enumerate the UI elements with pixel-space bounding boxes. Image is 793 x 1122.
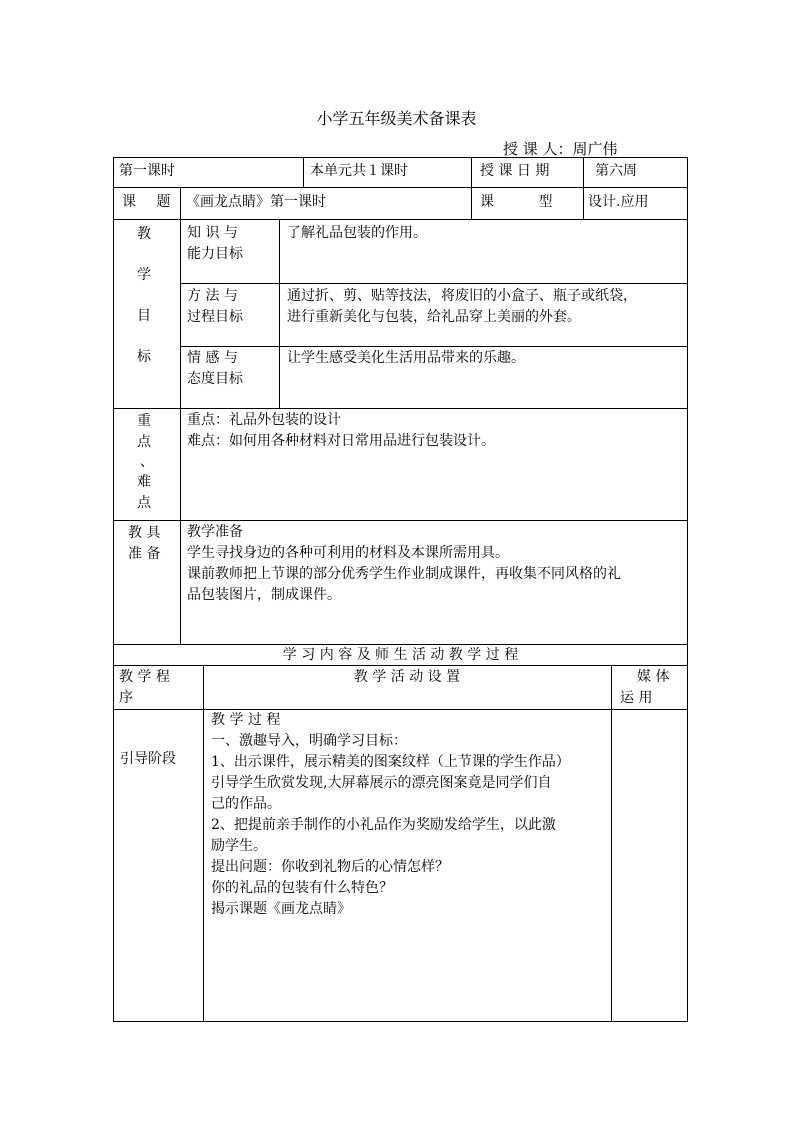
knowledge-goal-label: 能力目标 bbox=[187, 246, 243, 262]
method-goal-label: 过程目标 bbox=[187, 309, 243, 325]
focus-label-char: 点 bbox=[137, 495, 151, 511]
teacher-name: 授 课 人：周广伟 bbox=[503, 140, 618, 158]
col-border bbox=[279, 219, 280, 408]
goals-label-char: 学 bbox=[137, 267, 151, 283]
process-col-media: 媒 体 bbox=[637, 669, 670, 685]
process-line: 引导学生欣赏发现,大屏幕展示的漂亮图案竟是同学们自 bbox=[211, 775, 552, 791]
process-line: 己的作品。 bbox=[211, 796, 281, 812]
process-line: 一、激趣导入，明确学习目标： bbox=[211, 733, 407, 749]
process-line: 教 学 过 程 bbox=[211, 712, 281, 728]
preparation-label: 准 备 bbox=[128, 546, 161, 562]
goals-label-char: 目 bbox=[137, 308, 151, 324]
row-border bbox=[180, 346, 688, 347]
method-goal-text: 通过折、剪、贴等技法，将废旧的小盒子、瓶子或纸袋， bbox=[287, 288, 637, 304]
week-value: 第六周 bbox=[595, 163, 637, 179]
knowledge-goal-label: 知 识 与 bbox=[187, 225, 238, 241]
preparation-text: 品包装图片，制成课件。 bbox=[187, 587, 341, 603]
focus-label-char: 难 bbox=[137, 474, 151, 490]
col-border bbox=[180, 187, 181, 644]
col-border bbox=[203, 665, 204, 1021]
goals-label-char: 标 bbox=[137, 349, 151, 365]
preparation-label: 教 具 bbox=[128, 525, 161, 541]
col-border bbox=[303, 157, 304, 187]
method-goal-text: 进行重新美化与包装，给礼品穿上美丽的外套。 bbox=[287, 309, 581, 325]
col-border bbox=[113, 157, 114, 1021]
focus-label-char: 重 bbox=[137, 413, 151, 429]
key-point: 重点：礼品外包装的设计 bbox=[187, 412, 341, 428]
col-border bbox=[687, 157, 688, 1021]
focus-label-char: 点 bbox=[137, 434, 151, 450]
date-label: 授 课 日 期 bbox=[480, 163, 550, 179]
page-title: 小学五年级美术备课表 bbox=[316, 109, 477, 128]
emotion-goal-label: 态度目标 bbox=[187, 371, 243, 387]
unit-lessons: 本单元共１课时 bbox=[310, 163, 408, 179]
process-line: 1、出示课件，展示精美的图案纹样（上节课的学生作品） bbox=[211, 754, 570, 770]
process-line: 2、把提前亲手制作的小礼品作为奖励发给学生，以此激 bbox=[211, 817, 556, 833]
topic-label: 课 题 bbox=[122, 194, 171, 210]
type-value: 设计.应用 bbox=[588, 194, 649, 210]
col-border bbox=[611, 665, 612, 1021]
focus-label-char: 、 bbox=[140, 454, 154, 470]
process-col-media: 运 用 bbox=[620, 690, 653, 706]
col-border bbox=[471, 157, 472, 219]
process-section-title: 学 习 内 容 及 师 生 活 动 教 学 过 程 bbox=[282, 647, 519, 663]
process-line: 揭示课题《画龙点睛》 bbox=[211, 901, 351, 917]
row-border bbox=[113, 1021, 688, 1022]
emotion-goal-label: 情 感 与 bbox=[187, 350, 238, 366]
preparation-heading: 教学准备 bbox=[187, 524, 243, 540]
process-line: 提出问题：你收到礼物后的心情怎样？ bbox=[211, 859, 449, 875]
row-border bbox=[180, 283, 688, 284]
lesson-number: 第一课时 bbox=[119, 163, 175, 179]
topic-value: 《画龙点睛》第一课时 bbox=[186, 194, 326, 210]
method-goal-label: 方 法 与 bbox=[187, 288, 238, 304]
difficulty-point: 难点：如何用各种材料对日常用品进行包装设计。 bbox=[187, 433, 495, 449]
type-label: 课 型 bbox=[480, 194, 553, 210]
row-border bbox=[113, 520, 688, 521]
row-border bbox=[113, 219, 688, 220]
row-border bbox=[113, 157, 688, 158]
stage-label: 引导阶段 bbox=[120, 751, 176, 767]
col-border bbox=[583, 157, 584, 219]
preparation-text: 课前教师把上节课的部分优秀学生作业制成课件，再收集不同风格的礼 bbox=[187, 566, 621, 582]
process-col-activity: 教 学 活 动 设 置 bbox=[353, 669, 461, 685]
row-border bbox=[113, 408, 688, 409]
row-border bbox=[113, 709, 688, 710]
preparation-text: 学生寻找身边的各种可利用的材料及本课所需用具。 bbox=[187, 545, 509, 561]
goals-label-char: 教 bbox=[137, 226, 151, 242]
process-line: 你的礼品的包装有什么特色？ bbox=[211, 880, 393, 896]
process-col-sequence: 教 学 程 bbox=[119, 669, 170, 685]
emotion-goal-text: 让学生感受美化生活用品带来的乐趣。 bbox=[287, 350, 525, 366]
row-border bbox=[113, 187, 688, 188]
knowledge-goal-text: 了解礼品包装的作用。 bbox=[287, 225, 427, 241]
process-col-sequence: 序 bbox=[119, 690, 133, 706]
process-line: 励学生。 bbox=[211, 838, 267, 854]
